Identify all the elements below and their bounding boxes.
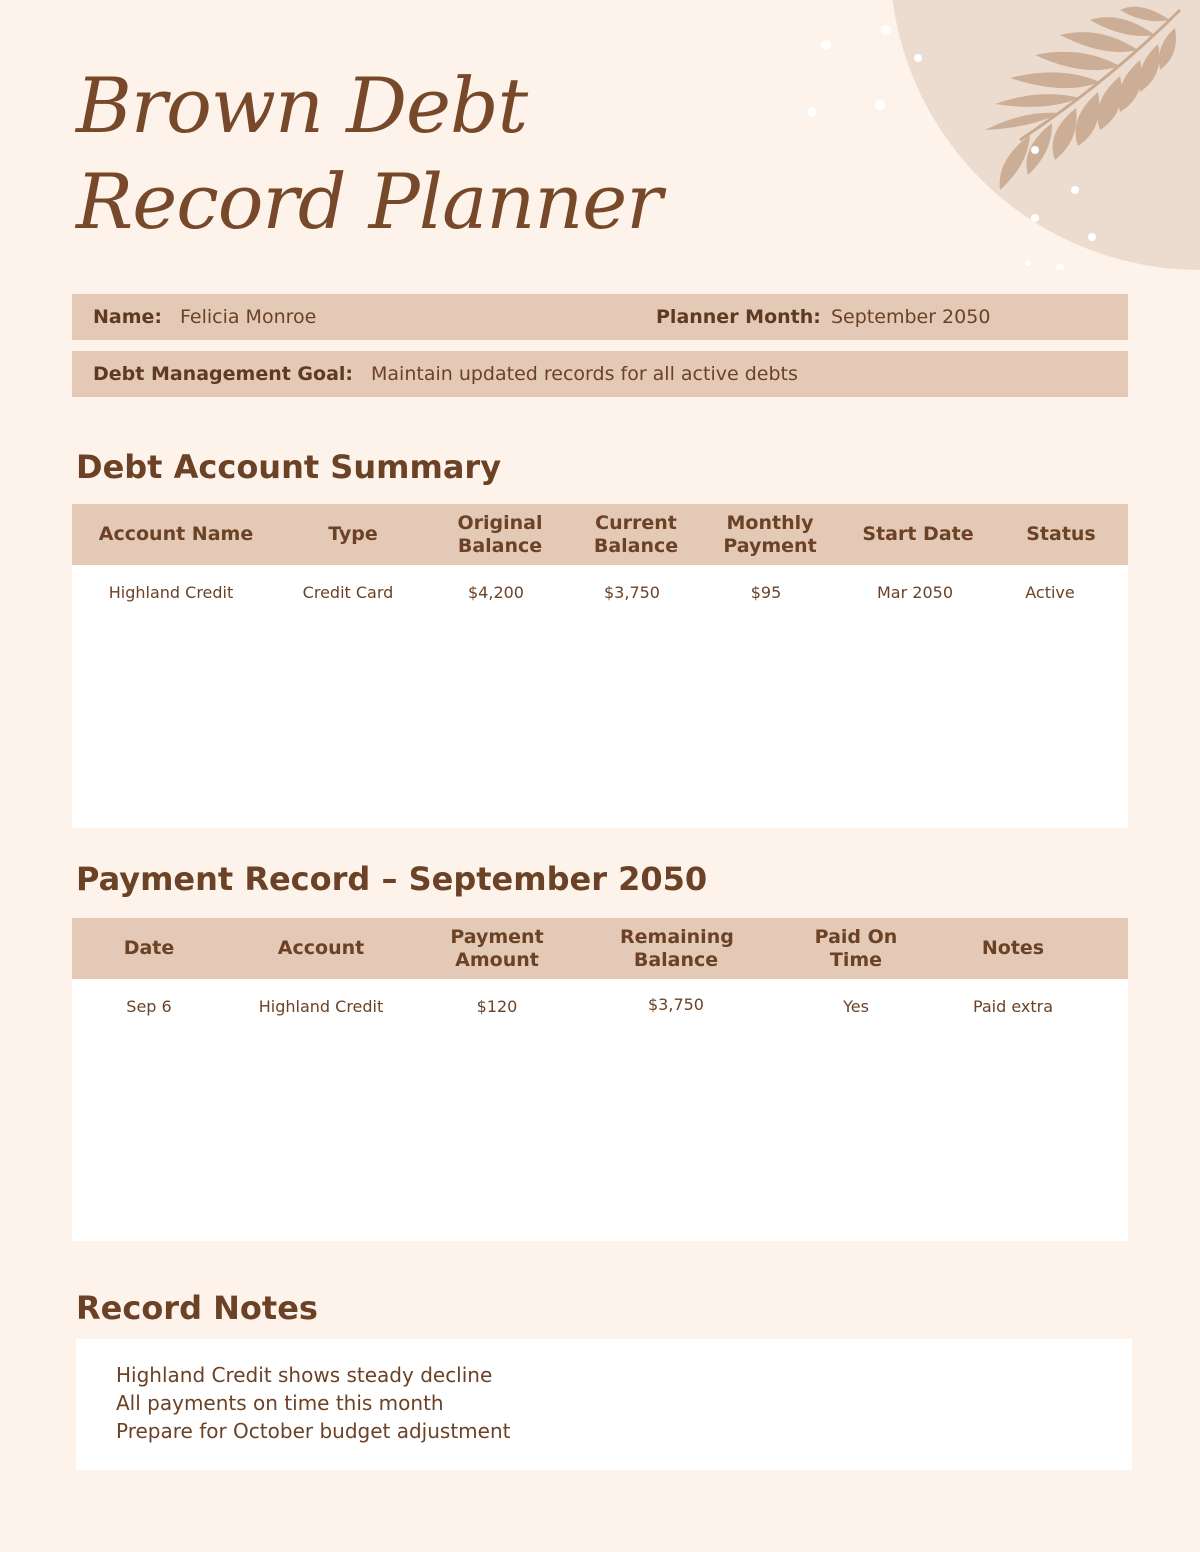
planner-month-label: Planner Month: (656, 306, 821, 328)
list-item: All payments on time this month (116, 1391, 444, 1415)
summary-cell: Active (1025, 582, 1075, 602)
summary-table (72, 504, 1128, 828)
goal-bar (72, 351, 1128, 397)
payment-header-cell: Remaining Balance (620, 925, 734, 971)
table-row (72, 565, 1128, 619)
list-item: Prepare for October budget adjustment (116, 1419, 511, 1443)
summary-header-row (72, 504, 1128, 565)
payment-cell: $120 (476, 996, 518, 1016)
summary-cell: $4,200 (468, 582, 524, 602)
notes-box (76, 1339, 1132, 1470)
name-label: Name: (93, 306, 163, 328)
payment-table (72, 918, 1128, 1241)
payment-header-cell: Paid On Time (814, 925, 898, 971)
list-item: Highland Credit shows steady decline (116, 1363, 493, 1387)
summary-header-cell: Type (328, 523, 378, 545)
summary-header-cell: Current Balance (593, 511, 679, 557)
info-bar (72, 294, 1128, 340)
summary-header-cell: Status (1026, 523, 1096, 545)
leaf-decoration-icon (760, 0, 1200, 270)
payment-cell: Highland Credit (258, 996, 384, 1016)
payment-cell: Paid extra (972, 996, 1054, 1016)
notes-title: Record Notes (76, 1289, 318, 1327)
payment-header-cell: Payment Amount (450, 925, 544, 971)
summary-title: Debt Account Summary (76, 448, 502, 486)
summary-header-cell: Account Name (98, 523, 254, 545)
goal-label: Debt Management Goal: (93, 363, 354, 385)
notes-list (76, 1339, 1132, 1445)
goal-value: Maintain updated records for all active debts (371, 363, 798, 385)
planner-month-value: September 2050 (831, 306, 991, 328)
summary-header-cell: Original Balance (457, 511, 543, 557)
payment-header-cell: Date (123, 937, 175, 959)
payment-cell: Yes (843, 996, 869, 1016)
payment-header-row (72, 918, 1128, 979)
summary-cell: Highland Credit (108, 582, 234, 602)
summary-cell: $95 (750, 582, 782, 602)
payment-cell: Sep 6 (126, 996, 172, 1016)
payment-header-cell: Notes (981, 937, 1045, 959)
summary-cell: $3,750 (604, 582, 660, 602)
payment-cell: $3,750 (648, 994, 704, 1014)
summary-header-cell: Start Date (862, 523, 974, 545)
page-title: Brown Debt Record Planner (76, 61, 662, 246)
name-value: Felicia Monroe (180, 306, 317, 328)
payment-title: Payment Record – September 2050 (76, 860, 708, 898)
summary-header-cell: Monthly Payment (723, 511, 817, 557)
summary-cell: Credit Card (302, 582, 394, 602)
summary-cell: Mar 2050 (877, 582, 953, 602)
table-row (72, 979, 1128, 1033)
payment-header-cell: Account (277, 937, 365, 959)
